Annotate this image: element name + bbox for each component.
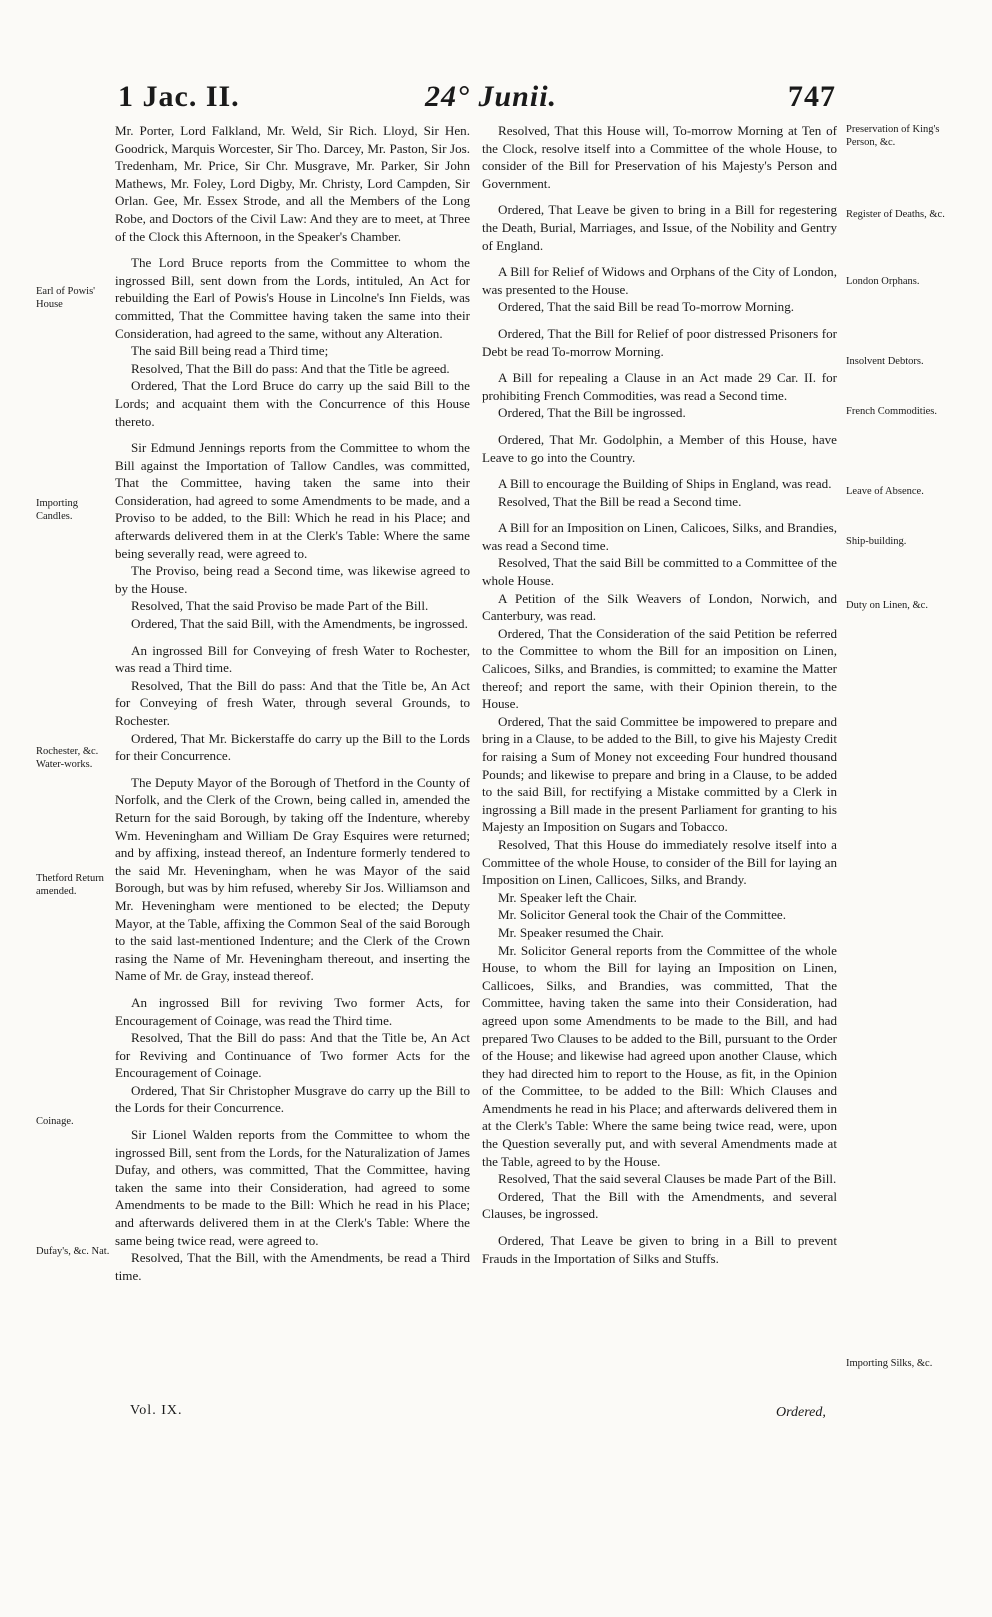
paragraph: Resolved, That the Bill be read a Second time. [498,493,742,509]
paragraph: A Bill for repealing a Clause in an Act made 29 Car. II. for prohibiting French Commodities, was read a Second time. [482,370,837,403]
paragraph: Mr. Speaker resumed the Chair. [498,924,664,940]
paragraph: Sir Edmund Jennings reports from the Committee to whom the Bill against the Importation of Tallow Candles, was committed, That the Committee, having taken the same into their Consideration, had agreed to some Amendments to be made, and a Proviso to be added, to the Bill: Which he read in his Place; and afterwards delivered them in at the Clerk's Table: Where the same being severally read, were agreed to. [115,440,470,561]
paragraph: A Bill to encourage the Building of Ships in England, was read. [498,476,832,492]
paragraph: Ordered, That the said Committee be impowered to prepare and bring in a Clause, to be added to the Bill, to give his Majesty Credit for raising a Sum of Money not exceeding Four hundred thousand Pounds; and likewise to prepare and bring in a Clause, to be added to the said Bill, for rectifying a Mistake committed by a Clerk in ingrossing a Bill made in the present Parliament for granting to his Majesty an Imposition on Sugars and Tobacco. [482,713,837,835]
paragraph: Ordered, That the said Bill, with the Amendments, be ingrossed. [131,616,468,632]
paragraph: Ordered, That Sir Christopher Musgrave do carry up the Bill to the Lords for their Concurrence. [115,1082,470,1116]
paragraph: Resolved, That the Bill do pass: And that the Title be, An Act for Conveying of fresh Water, through several Grounds, to Rochester. [115,677,470,728]
paragraph: Ordered, That the Bill with the Amendments, and several Clauses, be ingrossed. [482,1188,837,1222]
running-head-date: 24° Junii. [425,80,558,113]
paragraph: Resolved, That the said Proviso be made Part of the Bill. [131,598,429,614]
paragraph: A Bill for an Imposition on Linen, Calicoes, Silks, and Brandies, was read a Second time. [482,520,837,553]
margin-note: Dufay's, &c. Nat. [36,1246,110,1257]
margin-note: Thetford Return amended. [36,873,104,897]
margin-note: Importing Silks, &c. [846,1358,933,1369]
margin-note: Importing Candles. [36,498,78,522]
margin-note: Rochester, &c. Water-works. [36,746,99,770]
catchword: Ordered, [776,1405,826,1420]
right-column [482,122,837,1267]
paragraph: Ordered, That Mr. Godolphin, a Member of this House, have Leave to go into the Country. [482,431,837,465]
volume-signature: Vol. IX. [130,1403,183,1418]
paragraph: Ordered, That the Bill for Relief of poor distressed Prisoners for Debt be read To-morrow Morning. [482,325,837,359]
paragraph: Mr. Solicitor General took the Chair of the Committee. [498,907,787,923]
margin-note: Register of Deaths, &c. [846,209,945,220]
paragraph: Resolved, That the Bill do pass: And that the Title be agreed. [131,360,450,376]
paragraph: Mr. Solicitor General reports from the Committee of the whole House, to whom the Bill for laying an Imposition on Linen, Callicoes, Silks, and Brandies, was committed, That the Committee, having taken the same into their Consideration, had agreed upon some Amendments to be made to the Bill, and had prepared Two Clauses to be added to the Bill, pursuant to the Order of the House; and likewise had agreed upon another Clause, which they had directed him to report to the House, as fit, in the Opinion of the Committee, to be added to the Bill: Which Clauses and Amendments he read in his Place; and afterwards delivered them in at the Clerk's Table: Where the same being twice read, were, upon the Question severally put, and with several Amendments made at the Table, agreed to by the House. [482,942,837,1169]
paragraph: Ordered, That Leave be given to bring in a Bill for regestering the Death, Burial, Marriages, and Issue, of the Nobility and Gentry of England. [482,202,837,253]
paragraph: Resolved, That this House will, To-morrow Morning at Ten of the Clock, resolve itself into a Committee of the whole House, to consider of the Bill for Preservation of his Majesty's Person and Government. [482,123,837,191]
margin-note: Coinage. [36,1116,74,1127]
paragraph: Ordered, That the Lord Bruce do carry up the said Bill to the Lords; and acquaint them with the Concurrence of this House thereto. [115,378,470,429]
paragraph: Mr. Speaker left the Chair. [498,889,637,905]
paragraph: An ingrossed Bill for Conveying of fresh Water to Rochester, was read a Third time. [115,642,470,676]
paragraph: The Deputy Mayor of the Borough of Thetford in the County of Norfolk, and the Clerk of the Crown, being called in, amended the Return for the said Borough, by taking off the Indenture, whereby Wm. Heveningham and William De Gray Esquires were returned; and by affixing, instead thereof, an Indenture formerly tendered to the said Mr. Heveningham, when he was Mayor of the said Borough, but was by him refused, whereby Sir Jos. Williamson and Mr. Heveningham were mentioned to be elected; the Deputy Mayor, at the Table, affixing the Common Seal of the said Borough to the said last-mentioned Indenture; and the Clerk of the Crown rasing the Name of Mr. Heveningham thereout, and inserting the Name of Mr. de Gray, instead thereof. [115,774,470,984]
margin-note: Earl of Powis' House [36,286,96,310]
margin-note: Insolvent Debtors. [846,356,924,367]
margin-note: Duty on Linen, &c. [846,600,928,611]
paragraph: Ordered, That the Bill be ingrossed. [498,405,686,421]
paragraph: Ordered, That the said Bill be read To-morrow Morning. [498,299,795,315]
paragraph: Resolved, That the said Bill be committed to a Committee of the whole House. [482,555,837,589]
paragraph: Resolved, That the Bill do pass: And that the Title be, An Act for Reviving and Continuance of Two former Acts for the Encouragement of Coinage. [115,1030,470,1081]
paragraph: Resolved, That this House do immediately resolve itself into a Committee of the whole House, to consider of the Bill for laying an Imposition on Linen, Callicoes, Silks, and Brandy. [482,836,837,888]
paragraph: The Proviso, being read a Second time, was likewise agreed to by the House. [115,563,470,596]
paragraph: Mr. Porter, Lord Falkland, Mr. Weld, Sir Rich. Lloyd, Sir Hen. Goodrick, Marquis Worcester, Sir Tho. Darcey, Mr. Paston, Sir Jos. Tredenham, Mr. Price, Sir Chr. Musgrave, Mr. Parker, Sir John Mathews, Mr. Foley, Lord Digby, Mr. Christy, Lord Campden, Sir Orlan. Gee, Mr. Essex Strode, and all the Members of the Long Robe, and Doctors of the Civil Law: And they are to meet, at Three of the Clock this Afternoon, in the Speaker's Chamber. [115,123,470,244]
paragraph: Ordered, That Mr. Bickerstaffe do carry up the Bill to the Lords for their Concurrence. [115,730,470,764]
paragraph: Ordered, That the Consideration of the said Petition be referred to the Committee to whom the Bill for an imposition on Linen, Calicoes, Silks, and Brandies, is committed; to examine the Matter thereof; and report the same, with their Opinion therein, to the House. [482,625,837,712]
running-head-left: 1 Jac. II. [118,80,240,113]
margin-note: London Orphans. [846,276,920,287]
paragraph: Ordered, That Leave be given to bring in a Bill to prevent Frauds in the Importation of Silks and Stuffs. [482,1233,837,1266]
paragraph: A Bill for Relief of Widows and Orphans of the City of London, was presented to the House. [482,264,837,297]
paragraph: A Petition of the Silk Weavers of London, Norwich, and Canterbury, was read. [482,590,837,624]
margin-note: Ship-building. [846,536,907,547]
paragraph: Resolved, That the Bill, with the Amendments, be read a Third time. [115,1250,470,1283]
paragraph: Resolved, That the said several Clauses be made Part of the Bill. [498,1171,837,1187]
paragraph: An ingrossed Bill for reviving Two former Acts, for Encouragement of Coinage, was read the Third time. [115,994,470,1028]
paragraph: The Lord Bruce reports from the Committee to whom the ingrossed Bill, sent down from the Lords, intituled, An Act for rebuilding the Earl of Powis's House in Lincolne's Inn Fields, was committed, That the Committee having taken the same into their Consideration, had agreed to the same, without any Alteration. [115,255,470,341]
paragraph: Sir Lionel Walden reports from the Committee to whom the ingrossed Bill, sent from the Lords, for the Naturalization of James Dufay, and others, was committed, That the Committee, having taken the same into their Consideration, had agreed to some Amendments to be made to the Bill: Which he read in his Place; and afterwards delivered them in at the Clerk's Table: Where the same being twice read, were agreed to. [115,1127,470,1248]
margin-note: Leave of Absence. [846,486,924,497]
margin-note: French Commodities. [846,406,937,417]
page-number: 747 [788,80,836,113]
paragraph: The said Bill being read a Third time; [131,343,329,359]
margin-note: Preservation of King's Person, &c. [846,124,940,148]
left-column [115,122,470,1284]
